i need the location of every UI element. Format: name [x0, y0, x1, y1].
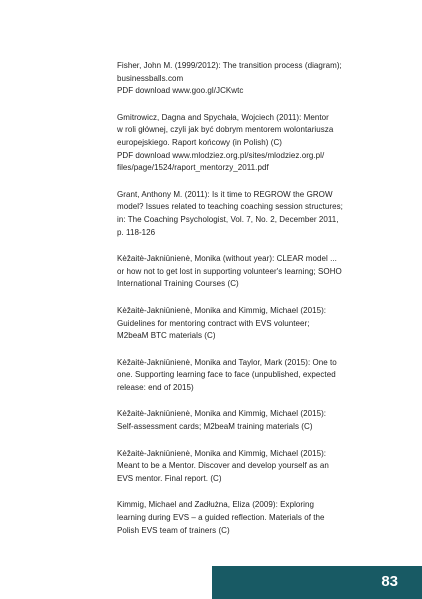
- reference-line: Grant, Anthony M. (2011): Is it time to REGROW the GROW: [117, 189, 333, 199]
- reference-line: in: The Coaching Psychologist, Vol. 7, No. 2, December 2011,: [117, 214, 339, 224]
- reference-line: M2beaM BTC materials (C): [117, 331, 216, 341]
- reference-line: or how not to get lost in supporting volunteer's learning; SOHO: [117, 266, 342, 276]
- reference-line: PDF download www.goo.gl/JCKwtc: [117, 86, 244, 96]
- reference-entry: [117, 357, 379, 395]
- reference-line: Kimmig, Michael and Zadłużna, Eliza (2009): Exploring: [117, 500, 314, 510]
- reference-line: learning during EVS – a guided reflection. Materials of the: [117, 513, 325, 523]
- reference-entry: [117, 305, 379, 343]
- page-number: 83: [381, 573, 398, 590]
- reference-line: Self-assessment cards; M2beaM training materials (C): [117, 422, 313, 432]
- reference-line: Kėžaitė-Jakniūnienė, Monika (without year): CLEAR model ...: [117, 254, 337, 264]
- reference-entry: [117, 253, 379, 291]
- reference-line: p. 118-126: [117, 227, 156, 237]
- reference-line: EVS mentor. Final report. (C): [117, 473, 222, 483]
- reference-list: [117, 60, 379, 551]
- reference-line: Kėžaitė-Jakniūnienė, Monika and Kimmig, Michael (2015):: [117, 409, 327, 419]
- reference-entry: [117, 408, 379, 433]
- reference-line: International Training Courses (C): [117, 279, 239, 289]
- reference-entry: [117, 112, 379, 175]
- reference-line: release: end of 2015): [117, 382, 194, 392]
- reference-line: europejskiego. Raport końcowy (in Polish) (C): [117, 137, 282, 147]
- reference-line: Kėžaitė-Jakniūnienė, Monika and Kimmig, Michael (2015):: [117, 448, 327, 458]
- reference-line: Kėžaitė-Jakniūnienė, Monika and Taylor, Mark (2015): One to: [117, 357, 337, 367]
- reference-line: one. Supporting learning face to face (unpublished, expected: [117, 370, 336, 380]
- reference-line: model? Issues related to teaching coaching session structures;: [117, 202, 343, 212]
- reference-entry: [117, 189, 379, 239]
- reference-line: Kėžaitė-Jakniūnienė, Monika and Kimmig, Michael (2015):: [117, 305, 327, 315]
- reference-entry: [117, 499, 379, 537]
- reference-line: businessballs.com: [117, 73, 184, 83]
- reference-line: w roli głównej, czyli jak być dobrym mentorem wolontariusza: [117, 125, 334, 135]
- reference-line: files/page/1524/raport_mentorzy_2011.pdf: [117, 163, 269, 173]
- reference-line: Guidelines for mentoring contract with EVS volunteer;: [117, 318, 310, 328]
- reference-line: Fisher, John M. (1999/2012): The transition process (diagram);: [117, 61, 342, 70]
- reference-line: Gmitrowicz, Dagna and Spychała, Wojciech (2011): Mentor: [117, 112, 329, 122]
- reference-entry: [117, 60, 379, 98]
- reference-entry: [117, 448, 379, 486]
- reference-line: Polish EVS team of trainers (C): [117, 525, 230, 535]
- reference-line: PDF download www.mlodziez.org.pl/sites/mlodziez.org.pl/: [117, 150, 325, 160]
- footer-band: [212, 566, 422, 599]
- reference-line: Meant to be a Mentor. Discover and develop yourself as an: [117, 461, 329, 471]
